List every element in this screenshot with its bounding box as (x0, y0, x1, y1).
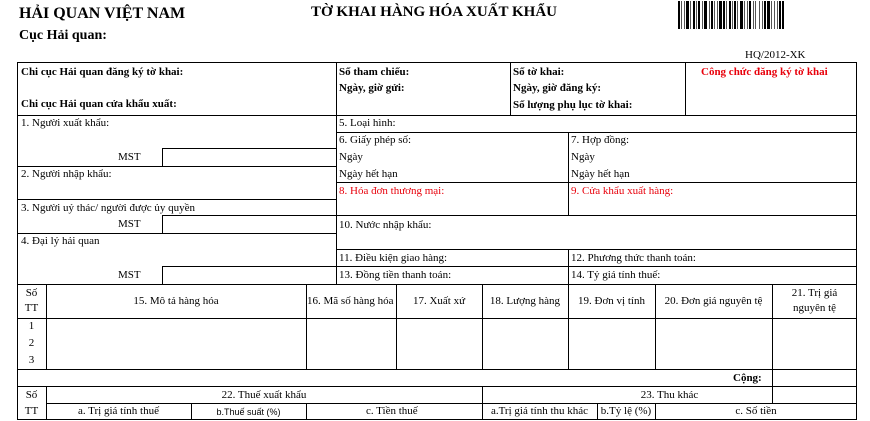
divider (336, 249, 857, 250)
entrusted-tax-code-field[interactable] (164, 216, 334, 232)
exchange-rate-label: 14. Tỷ giá tính thuế: (571, 269, 661, 281)
col-no-line1: Số (25, 287, 38, 299)
divider (17, 199, 337, 200)
customs-agent-label: 4. Đại lý hải quan (21, 235, 100, 247)
page-title: TỜ KHAI HÀNG HÓA XUẤT KHẨU (311, 4, 557, 20)
entrusted-label: 3. Người uỷ thác/ người được ủy quyền (21, 202, 196, 214)
license-no-label: 6. Giấy phép số: (339, 134, 412, 146)
department-label: Cục Hải quan: (19, 28, 107, 43)
tax-no-line2: TT (24, 405, 39, 417)
exporter-tax-code-label: MST (118, 151, 141, 163)
taxable-value-heading: a. Trị giá tính thuế (78, 405, 159, 417)
divider (336, 62, 337, 284)
divider (17, 318, 857, 319)
exporter-tax-code-field[interactable] (164, 149, 334, 165)
col-unit: 19. Đơn vị tính (578, 295, 645, 307)
row-number: 2 (28, 337, 35, 349)
col-unit-price: 20. Đơn giá nguyên tệ (664, 295, 763, 307)
payment-method-label: 12. Phương thức thanh toán: (571, 252, 696, 264)
divider (510, 62, 511, 115)
officer-label: Công chức đăng ký tờ khai (701, 66, 828, 78)
other-amount-heading: c. Số tiền (735, 405, 777, 417)
contract-expiry-label: Ngày hết hạn (571, 168, 630, 180)
divider (336, 132, 857, 133)
payment-currency-label: 13. Đồng tiền thanh toán: (339, 269, 452, 281)
exit-gate-label: 9. Cửa khẩu xuất hàng: (571, 185, 674, 197)
agent-tax-code-label: MST (118, 269, 141, 281)
divider (17, 369, 857, 370)
branch-register-label: Chi cục Hải quan đăng ký tờ khai: (21, 66, 184, 78)
sent-datetime-label: Ngày, giờ gửi: (339, 82, 405, 94)
col-description: 15. Mô tả hàng hóa (133, 295, 219, 307)
divider (162, 148, 163, 166)
exporter-label: 1. Người xuất khẩu: (21, 117, 110, 129)
divider (336, 215, 857, 216)
total-value-field[interactable] (774, 370, 856, 385)
tax-rate-heading: b.Thuế suất (%) (216, 407, 281, 417)
export-tax-heading: 22. Thuế xuất khẩu (221, 389, 307, 401)
divider (17, 386, 857, 387)
divider (17, 115, 857, 116)
import-country-label: 10. Nước nhập khẩu: (339, 219, 432, 231)
license-expiry-label: Ngày hết hạn (339, 168, 398, 180)
invoice-label: 8. Hóa đơn thương mại: (339, 185, 445, 197)
col-quantity: 18. Lượng hàng (489, 295, 561, 307)
importer-label: 2. Người nhập khẩu: (21, 168, 112, 180)
divider (568, 132, 569, 215)
tax-no-line1: Số (25, 389, 38, 401)
divider (685, 62, 686, 115)
col-origin: 17. Xuất xứ (412, 295, 466, 307)
reference-no-label: Số tham chiếu: (339, 66, 410, 78)
divider (162, 266, 163, 284)
delivery-terms-label: 11. Điều kiện giao hàng: (339, 252, 448, 264)
divider (17, 233, 337, 234)
other-rate-heading: b.Tỷ lệ (%) (600, 405, 652, 417)
declaration-no-label: Số tờ khai: (513, 66, 565, 78)
form-code: HQ/2012-XK (745, 49, 806, 61)
barcode-icon (678, 1, 832, 29)
divider (162, 215, 163, 233)
license-date-label: Ngày (339, 151, 363, 163)
register-datetime-label: Ngày, giờ đăng ký: (513, 82, 601, 94)
divider (306, 403, 307, 420)
row-number: 1 (28, 320, 35, 332)
col-value-line1: 21. Trị giá (791, 287, 838, 299)
agent-tax-code-field[interactable] (164, 267, 334, 283)
entrusted-tax-code-label: MST (118, 218, 141, 230)
divider (17, 166, 337, 167)
tax-amount-heading: c. Tiền thuế (366, 405, 418, 417)
other-taxable-value-heading: a.Trị giá tính thu khác (490, 405, 589, 417)
contract-date-label: Ngày (571, 151, 595, 163)
divider (568, 249, 569, 284)
other-fees-heading: 23. Thu khác (640, 389, 699, 401)
branch-exit-label: Chi cục Hải quan cửa khẩu xuất: (21, 98, 177, 110)
agency-name: HẢI QUAN VIỆT NAM (19, 5, 186, 22)
appendix-count-label: Số lượng phụ lục tờ khai: (513, 99, 633, 111)
type-label: 5. Loại hình: (339, 117, 396, 129)
row-number: 3 (28, 354, 35, 366)
divider (336, 182, 857, 183)
divider (336, 266, 857, 267)
divider (46, 403, 857, 404)
col-value-line2: nguyên tệ (792, 302, 837, 314)
col-hs-code: 16. Mã số hàng hóa (307, 295, 394, 307)
col-no-line2: TT (24, 302, 39, 314)
contract-label: 7. Hợp đồng: (571, 134, 630, 146)
total-label: Cộng: (733, 372, 762, 384)
